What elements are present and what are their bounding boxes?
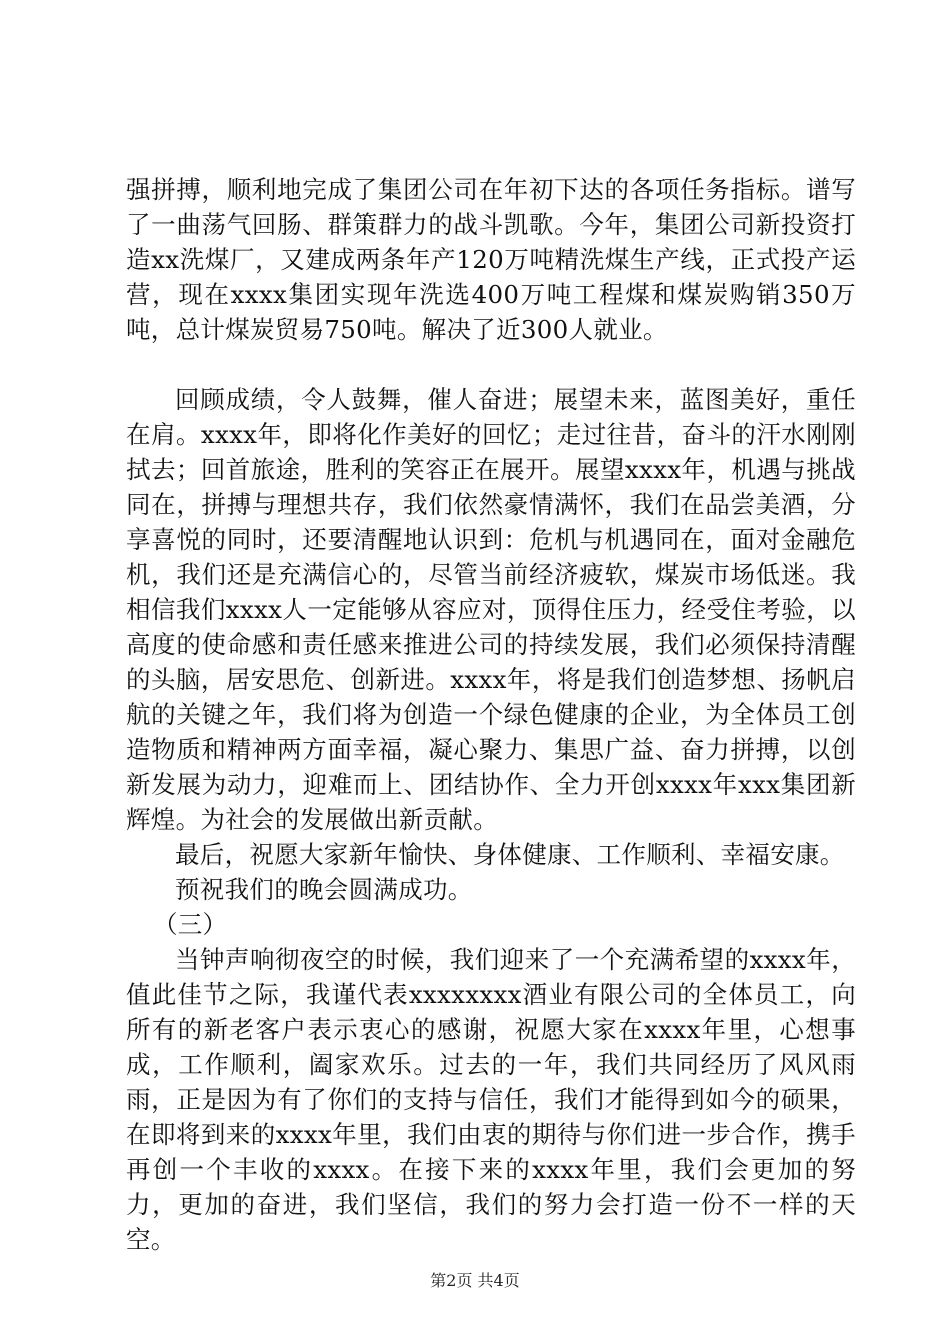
document-body [126, 172, 856, 1257]
paragraph-outlook: 回顾成绩，令人鼓舞，催人奋进；展望未来，蓝图美好，重任在肩。xxxx年，即将化作美好的回忆；走过往昔，奋斗的汗水刚刚拭去；回首旅途，胜利的笑容正在展开。展望xxxx年，机遇与挑战同在，拼搏与理想共存，我们依然豪情满怀，我们在品尝美酒，分享喜悦的同时，还要清醒地认识到：危机与机遇同在，面对金融危机，我们还是充满信心的，尽管当前经济疲软，煤炭市场低迷。我相信我们xxxx人一定能够从容应对，顶得住压力，经受住考验，以高度的使命感和责任感来推进公司的持续发展，我们必须保持清醒的头脑，居安思危、创新进。xxxx年，将是我们创造梦想、扬帆启航的关键之年，我们将为创造一个绿色健康的企业，为全体员工创造物质和精神两方面幸福，凝心聚力、集思广益、奋力拼搏，以创新发展为动力，迎难而上、团结协作、全力开创xxxx年xxx集团新辉煌。为社会的发展做出新贡献。 [126, 385, 856, 834]
paragraph-achievements: 强拼搏，顺利地完成了集团公司在年初下达的各项任务指标。谱写了一曲荡气回肠、群策群力的战斗凯歌。今年，集团公司新投资打造xx洗煤厂，又建成两条年产120万吨精洗煤生产线，正式投产运营，现在xxxx集团实现年洗选400万吨工程煤和煤炭购销350万吨，总计煤炭贸易750吨。解决了近300人就业。 [126, 175, 856, 344]
section-heading-three: （三） [152, 910, 228, 939]
paragraph-spacer [126, 347, 856, 382]
page-number-footer: 第2页 共4页 [430, 1271, 520, 1290]
paragraph-new-year-greeting: 当钟声响彻夜空的时候，我们迎来了一个充满希望的xxxx年，值此佳节之际，我谨代表xxxxxxxx酒业有限公司的全体员工，向所有的新老客户表示衷心的感谢，祝愿大家在xxxx年里，心想事成，工作顺利，阖家欢乐。过去的一年，我们共同经历了风风雨雨，正是因为有了你们的支持与信任，我们才能得到如今的硕果，在即将到来的xxxx年里，我们由衷的期待与你们进一步合作，携手再创一个丰收的xxxx。在接下来的xxxx年里，我们会更加的努力，更加的奋进，我们坚信，我们的努力会打造一份不一样的天空。 [126, 945, 856, 1254]
paragraph-wishes: 最后，祝愿大家新年愉快、身体健康、工作顺利、幸福安康。 [175, 840, 845, 869]
paragraph-gala-wish: 预祝我们的晚会圆满成功。 [175, 875, 473, 904]
